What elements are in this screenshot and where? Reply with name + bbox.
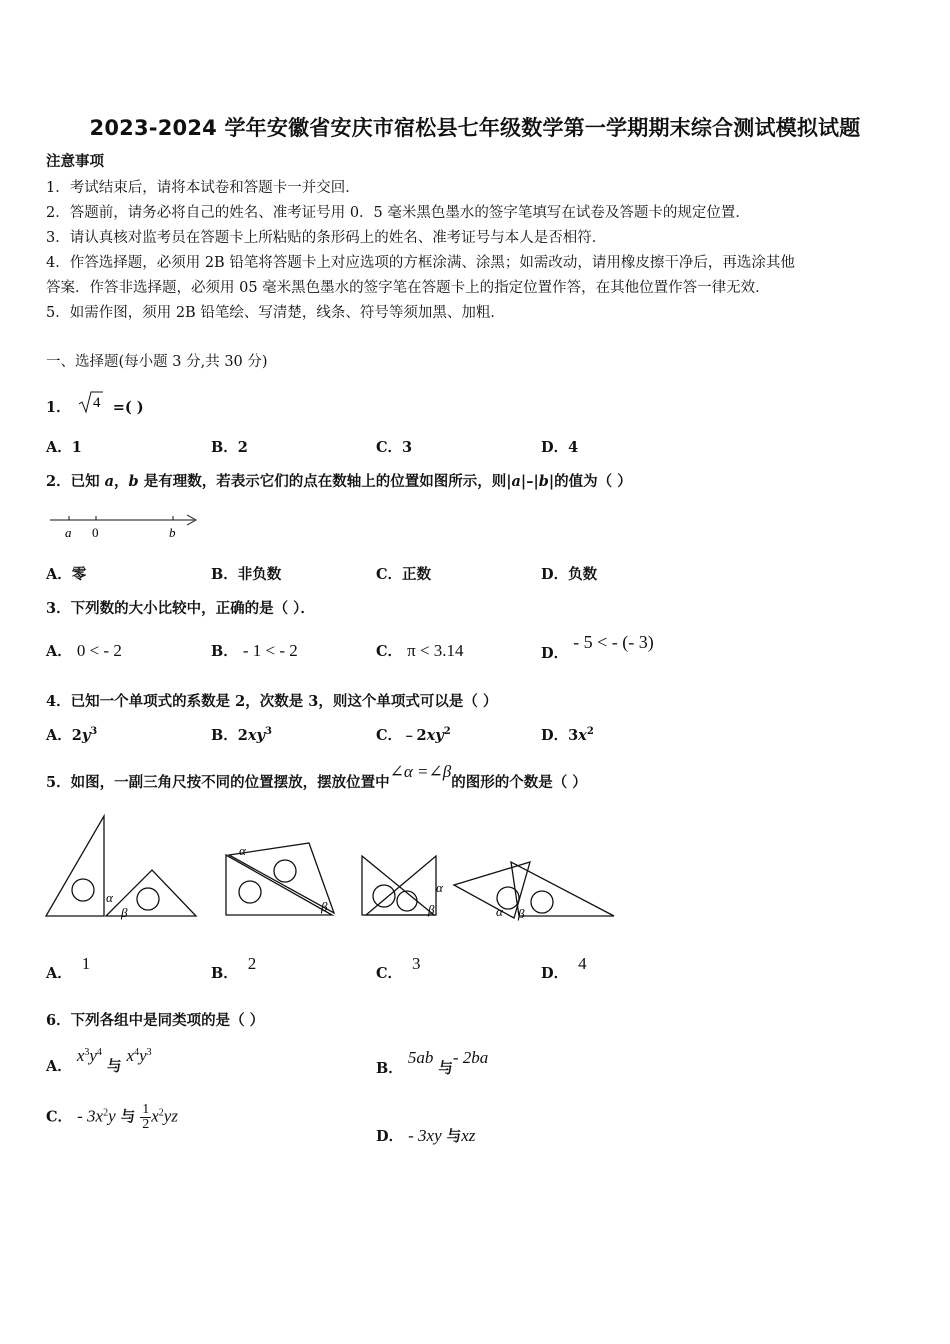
option-a[interactable]: A．1 bbox=[46, 954, 91, 982]
option-c[interactable]: C． - $3x^2y$ 与 $\frac{1}{2}$ $x^2yz$ bbox=[46, 1102, 178, 1132]
triangle-figures bbox=[44, 810, 624, 930]
question-3: 3．下列数的大小比较中，正确的是（ ）． bbox=[46, 600, 315, 617]
beta-label: β bbox=[518, 906, 525, 921]
alpha-label: α bbox=[436, 880, 443, 895]
option-a[interactable]: A．$2y^3$ bbox=[46, 726, 98, 744]
option-c[interactable]: C．3 bbox=[376, 954, 421, 982]
axis-label-zero: 0 bbox=[92, 525, 99, 540]
option-c[interactable]: C． π < 3.14 bbox=[376, 641, 464, 660]
question-2: 2．已知 a，b 是有理数，若表示它们的点在数轴上的位置如图所示，则|a|–|b|的值为（ ） bbox=[46, 473, 632, 490]
option-b[interactable]: B．2 bbox=[211, 954, 257, 982]
option-a[interactable]: A． 0 < - 2 bbox=[46, 641, 122, 660]
option-d[interactable]: D．4 bbox=[541, 439, 579, 456]
beta-label: β bbox=[321, 899, 328, 914]
beta-label: β bbox=[121, 905, 128, 920]
notice-item: 5．如需作图，须用 2B 铅笔绘、写清楚，线条、符号等须加黑、加粗． bbox=[46, 305, 505, 321]
option-d[interactable]: D．4 bbox=[541, 954, 587, 982]
option-a[interactable]: A．零 bbox=[46, 566, 87, 583]
option-d[interactable]: D． - 3xy 与xz bbox=[376, 1126, 476, 1145]
notice-item: 4．作答选择题，必须用 2B 铅笔将答题卡上对应选项的方框涂满、涂黑；如需改动，请用橡皮擦干净后，再选涂其他 bbox=[46, 255, 795, 271]
notice-heading: 注意事项 bbox=[46, 153, 104, 170]
page-title: 2023-2024 学年安徽省安庆市宿松县七年级数学第一学期期末综合测试模拟试题 bbox=[89, 116, 861, 140]
angle-formula: ∠α =∠β bbox=[389, 762, 452, 781]
option-a[interactable]: A． $x^3y^4$ 与 $x^4y^3$ bbox=[46, 1046, 152, 1075]
alpha-label: α bbox=[106, 890, 113, 905]
question-1: 1． 4 =( ) bbox=[46, 390, 144, 417]
option-c[interactable]: C．$﹣2xy^2$ bbox=[376, 726, 451, 744]
notice-item: 1．考试结束后，请将本试卷和答题卡一并交回． bbox=[46, 180, 360, 196]
option-d[interactable]: D． - 5 < - (- 3) bbox=[541, 632, 654, 662]
fraction: $\frac{1}{2}$ bbox=[142, 1102, 150, 1132]
option-b[interactable]: B．非负数 bbox=[211, 566, 282, 583]
notice-item: 2．答题前，请务必将自己的姓名、准考证号用 0．5 毫米黑色墨水的签字笔填写在试卷及答题卡的规定位置． bbox=[46, 205, 750, 221]
option-d[interactable]: D．负数 bbox=[541, 566, 598, 583]
number-line bbox=[44, 506, 204, 542]
sqrt-symbol bbox=[78, 390, 104, 414]
radicand: 4 bbox=[92, 395, 101, 411]
section-heading: 一、选择题(每小题 3 分,共 30 分) bbox=[46, 354, 268, 370]
question-5: 5．如图，一副三角尺按不同的位置摆放，摆放位置中∠α =∠β的图形的个数是（ ） bbox=[46, 762, 587, 791]
alpha-label: α bbox=[239, 843, 246, 858]
option-a[interactable]: A．1 bbox=[46, 439, 82, 456]
option-d[interactable]: D．$3x^2$ bbox=[541, 726, 594, 744]
axis-label-a: a bbox=[65, 525, 72, 540]
axis-label-b: b bbox=[169, 525, 176, 540]
beta-label: β bbox=[428, 902, 435, 917]
option-c[interactable]: C．正数 bbox=[376, 566, 432, 583]
option-b[interactable]: B．$2xy^3$ bbox=[211, 726, 272, 744]
option-b[interactable]: B． - 1 < - 2 bbox=[211, 641, 298, 660]
option-b[interactable]: B． 5ab 与- 2ba bbox=[376, 1048, 489, 1077]
question-6: 6．下列各组中是同类项的是（ ） bbox=[46, 1012, 265, 1029]
notice-item: 答案．作答非选择题，必须用 05 毫米黑色墨水的签字笔在答题卡上的指定位置作答，在其他位置作答一律无效． bbox=[46, 280, 770, 296]
option-b[interactable]: B．2 bbox=[211, 439, 248, 456]
option-c[interactable]: C．3 bbox=[376, 439, 413, 456]
alpha-label: α bbox=[496, 904, 503, 919]
notice-item: 3．请认真核对监考员在答题卡上所粘贴的条形码上的姓名、准考证号与本人是否相符． bbox=[46, 230, 607, 246]
question-4: 4．已知一个单项式的系数是 2，次数是 3，则这个单项式可以是（ ） bbox=[46, 693, 498, 710]
